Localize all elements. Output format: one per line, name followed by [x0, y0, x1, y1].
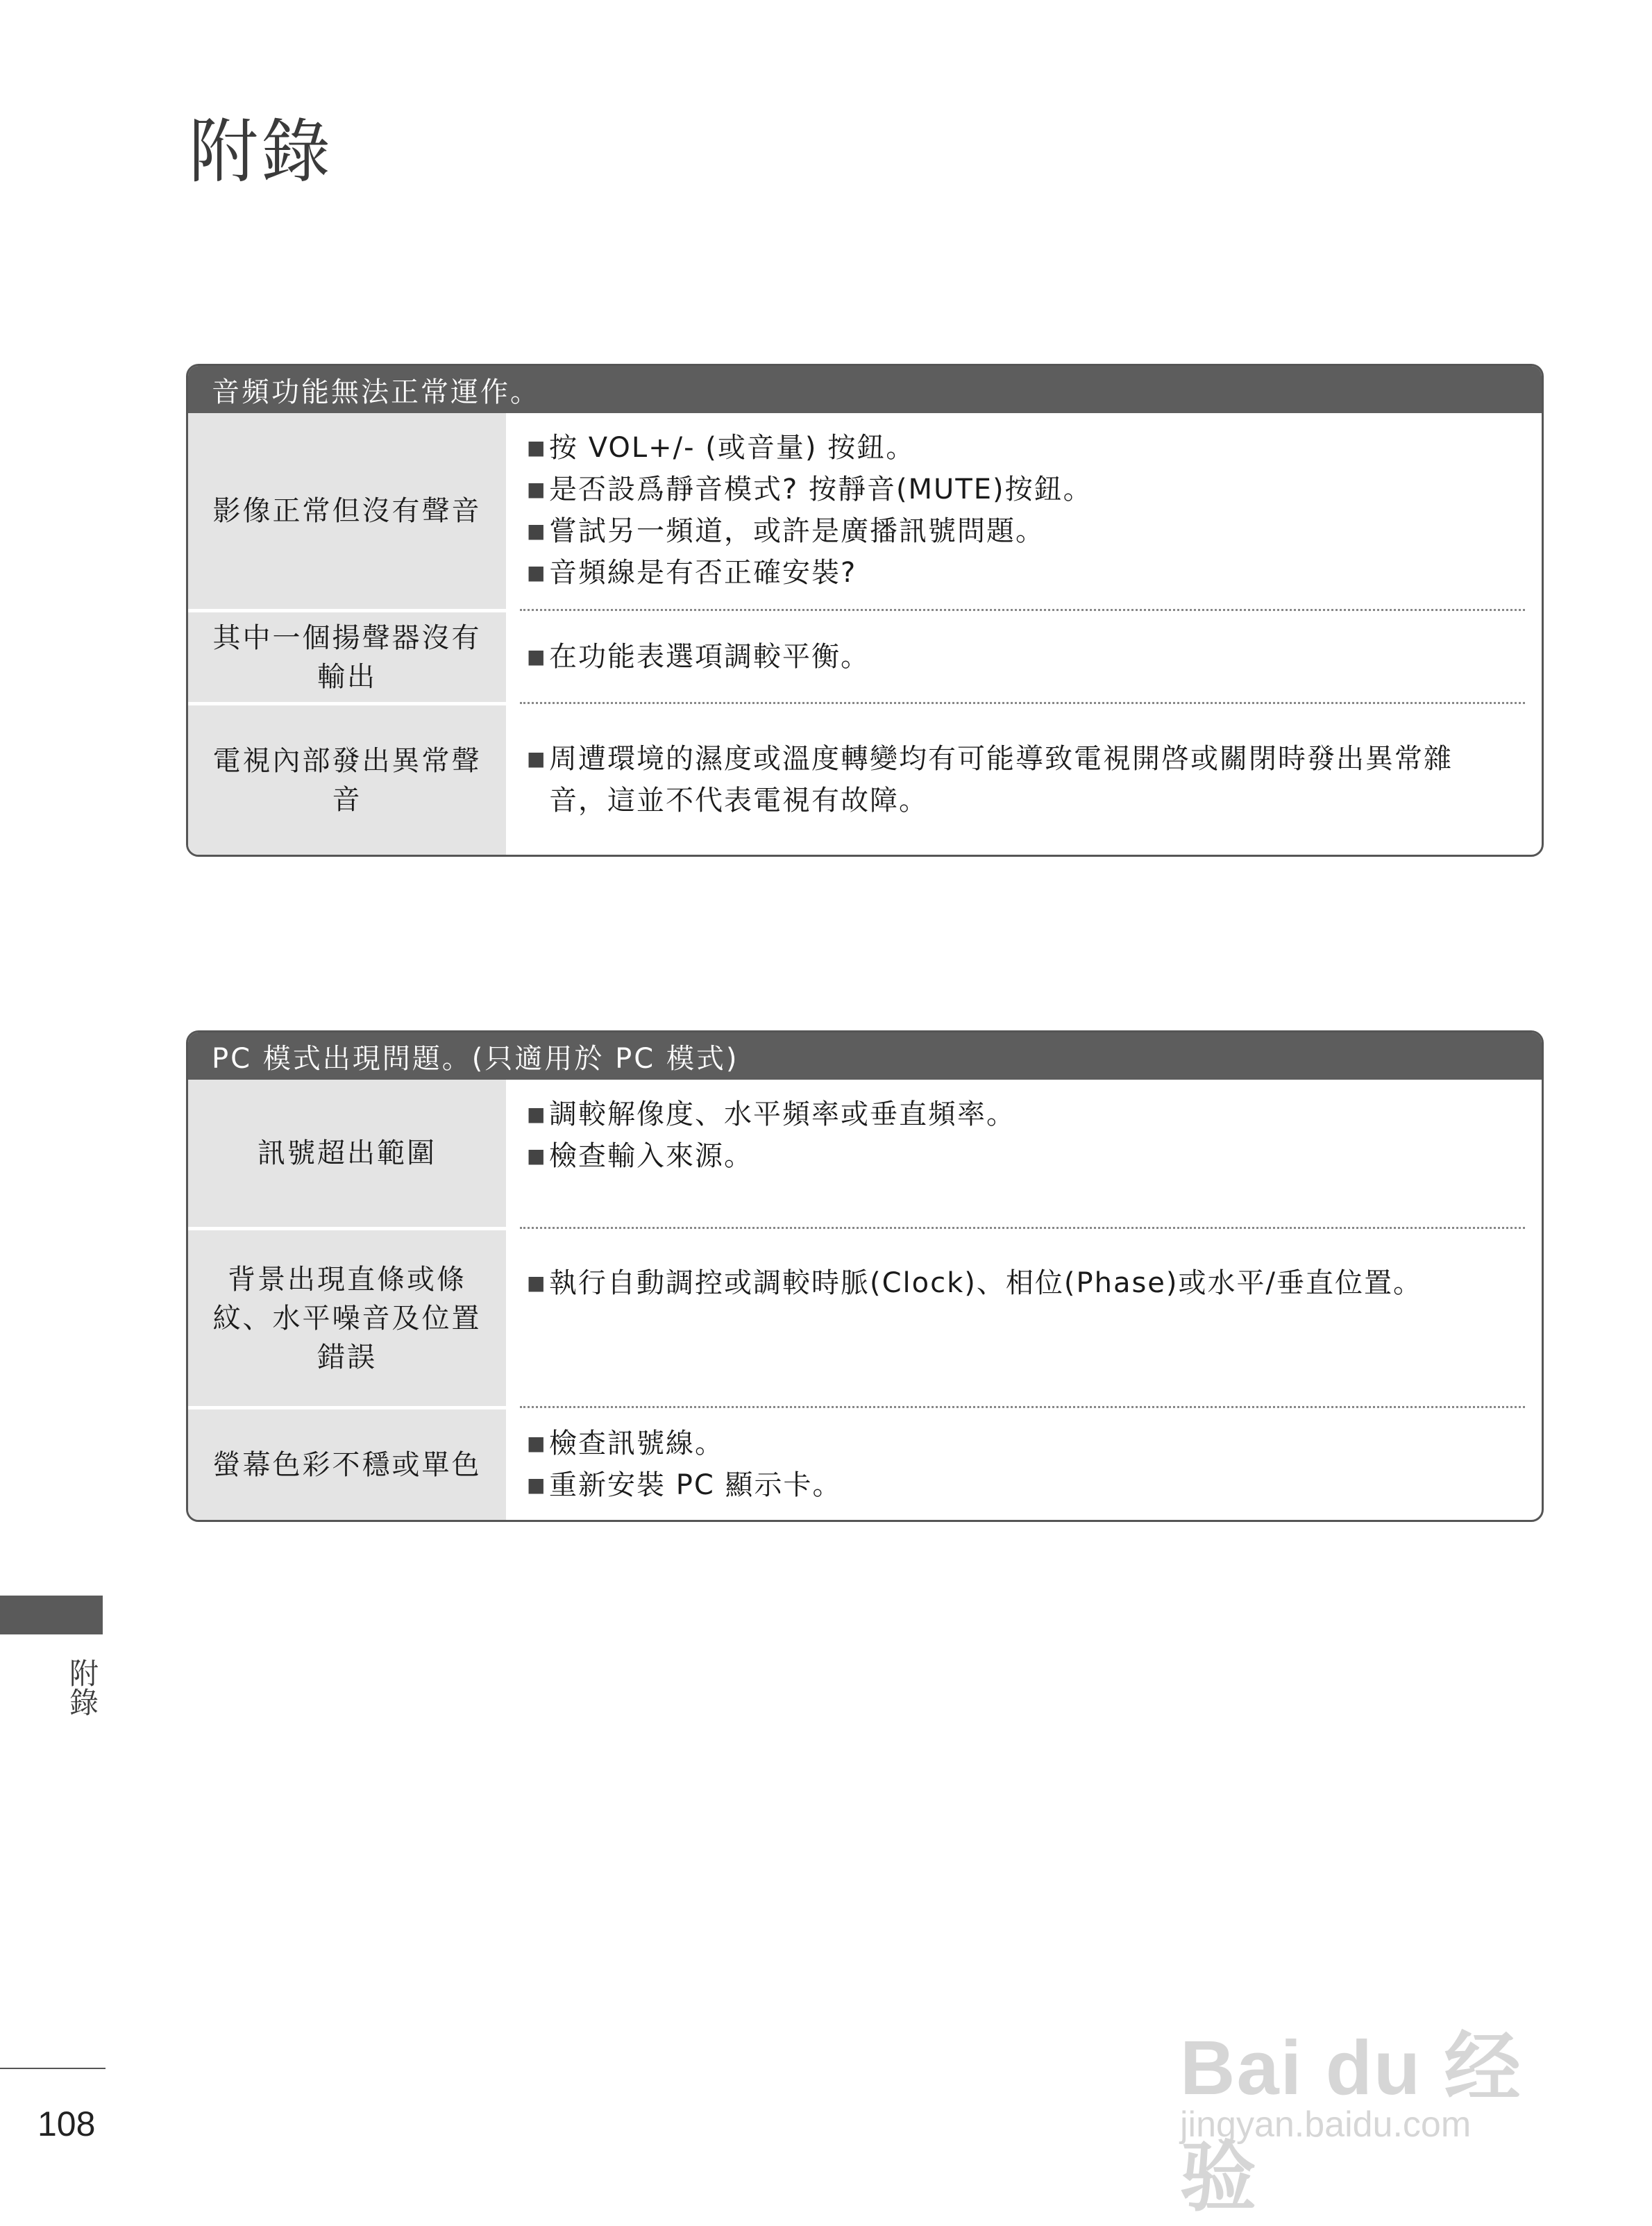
pc-troubleshooting-table — [186, 1030, 1544, 1522]
square-bullet-icon: ■ — [527, 1144, 547, 1167]
row-label: 其中一個揚聲器沒有輸出 — [188, 609, 506, 702]
footer-divider — [0, 2068, 106, 2069]
list-item: ■ 檢查輸入來源。 — [527, 1135, 1525, 1177]
audio-troubleshooting-table — [186, 364, 1544, 857]
pc-table-header: PC 模式出現問題。(只適用於 PC 模式) — [188, 1032, 1542, 1080]
square-bullet-icon: ■ — [527, 436, 547, 459]
list-item: ■ 嘗試另一頻道，或許是廣播訊號問題。 — [527, 510, 1525, 552]
square-bullet-icon: ■ — [527, 478, 547, 501]
list-item: ■ 周遭環境的濕度或溫度轉變均有可能導致電視開啓或關閉時發出異常雜音，這並不代表電視有故障。 — [527, 738, 1508, 821]
table-row — [188, 702, 1542, 855]
list-item: ■ 按 VOL+/- (或音量) 按鈕。 — [527, 427, 1525, 469]
square-bullet-icon: ■ — [527, 644, 547, 668]
list-item: ■ 執行自動調控或調較時脈(Clock)、相位(Phase)或水平/垂直位置。 — [527, 1262, 1508, 1304]
row-label: 電視內部發出異常聲音 — [188, 702, 506, 855]
square-bullet-icon: ■ — [527, 519, 547, 542]
table-row — [188, 1227, 1542, 1406]
row-label: 影像正常但沒有聲音 — [188, 413, 506, 609]
row-content — [520, 609, 1525, 702]
audio-table-header: 音頻功能無法正常運作。 — [188, 366, 1542, 413]
list-item: ■ 檢查訊號線。 — [527, 1423, 1508, 1464]
row-label: 背景出現直條或條紋、水平噪音及位置錯誤 — [188, 1227, 506, 1406]
page-number: 108 — [37, 2104, 96, 2143]
section-tab-bar — [0, 1596, 103, 1634]
watermark-brand: Bai du 经验 — [1180, 2025, 1522, 2220]
table-row — [188, 413, 1542, 609]
list-item: ■ 音頻線是有否正確安裝? — [527, 552, 1525, 594]
square-bullet-icon: ■ — [527, 1473, 547, 1496]
section-side-label: 附錄 — [65, 1658, 99, 1716]
row-label: 訊號超出範圍 — [188, 1080, 506, 1227]
square-bullet-icon: ■ — [527, 561, 547, 584]
list-item: ■ 重新安裝 PC 顯示卡。 — [527, 1464, 1508, 1506]
page-title: 附錄 — [189, 111, 333, 192]
row-content — [520, 702, 1525, 855]
square-bullet-icon: ■ — [527, 1431, 547, 1455]
table-row — [188, 609, 1542, 702]
list-item: ■ 在功能表選項調較平衡。 — [527, 636, 1508, 678]
square-bullet-icon: ■ — [527, 1271, 547, 1294]
row-content — [520, 1227, 1525, 1406]
row-content — [506, 1080, 1542, 1227]
row-label: 螢幕色彩不穩或單色 — [188, 1406, 506, 1520]
row-content — [506, 413, 1542, 609]
row-content — [520, 1406, 1525, 1520]
square-bullet-icon: ■ — [527, 746, 547, 770]
list-item: ■ 調較解像度、水平頻率或垂直頻率。 — [527, 1094, 1525, 1135]
table-row — [188, 1080, 1542, 1227]
table-row — [188, 1406, 1542, 1520]
baidu-watermark — [1166, 1958, 1583, 2220]
list-item: ■ 是否設爲靜音模式? 按靜音(MUTE)按鈕。 — [527, 469, 1525, 510]
watermark-url: jingyan.baidu.com — [1180, 2104, 1472, 2145]
square-bullet-icon: ■ — [527, 1103, 547, 1125]
